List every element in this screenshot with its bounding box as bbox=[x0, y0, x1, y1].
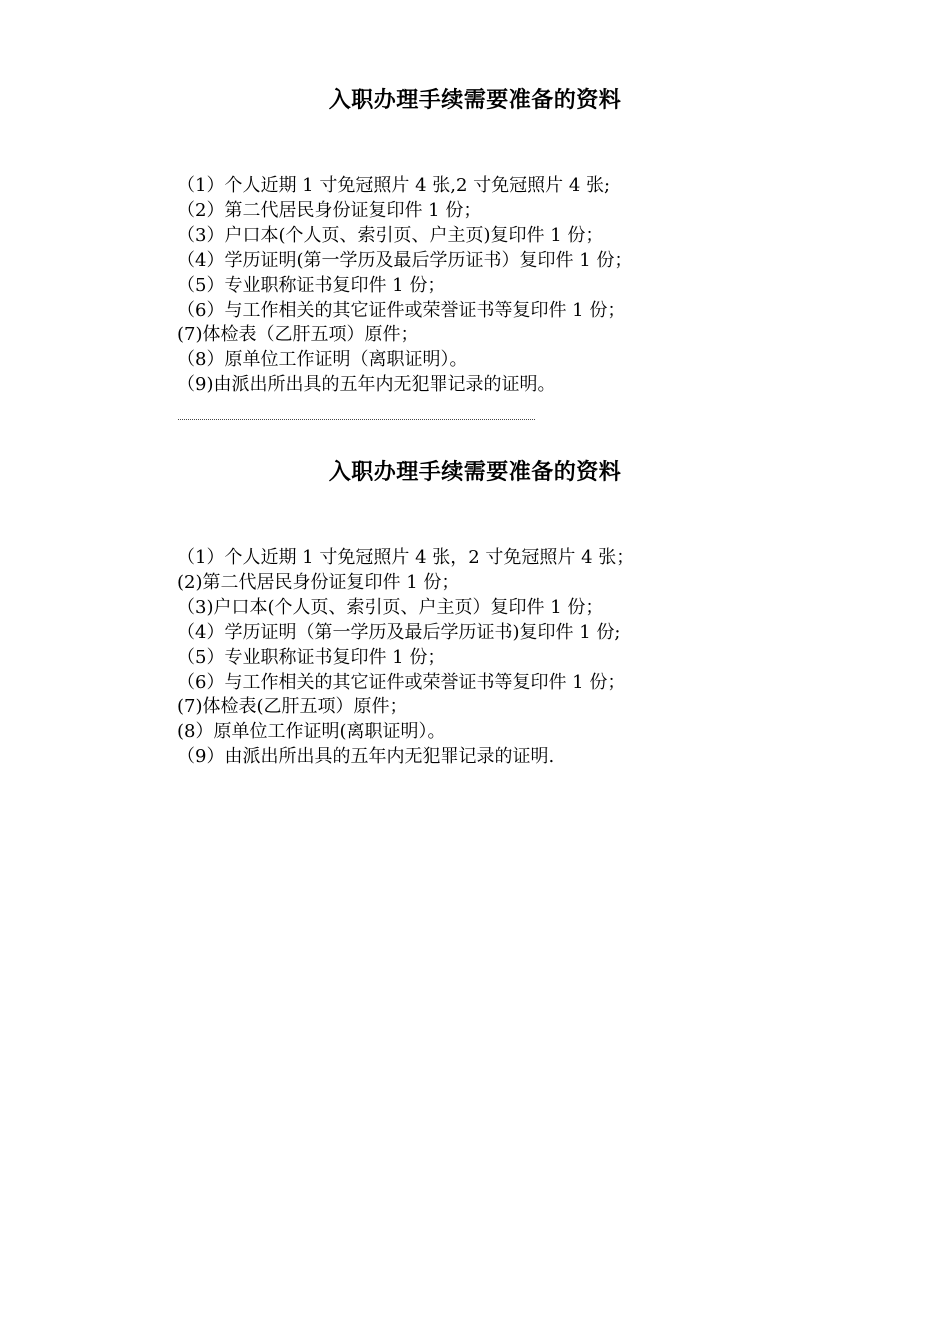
requirements-list bbox=[177, 174, 797, 398]
requirements-section-2 bbox=[0, 458, 950, 768]
requirement-item: （3）户口本(个人页、索引页、户主页)复印件 1 份； bbox=[177, 224, 604, 246]
requirement-item: （4）学历证明(第一学历及最后学历证书）复印件 1 份； bbox=[177, 249, 633, 271]
requirement-item: （6）与工作相关的其它证件或荣誉证书等复印件 1 份； bbox=[177, 671, 626, 693]
requirement-item: （9）由派出所出具的五年内无犯罪记录的证明. bbox=[177, 746, 555, 768]
requirement-item: （6）与工作相关的其它证件或荣誉证书等复印件 1 份； bbox=[177, 299, 626, 321]
requirement-item: （9)由派出所出具的五年内无犯罪记录的证明。 bbox=[177, 374, 556, 396]
requirement-item: （4）学历证明（第一学历及最后学历证书)复印件 1 份; bbox=[177, 621, 621, 643]
requirement-item: （8）原单位工作证明（离职证明）。 bbox=[177, 349, 468, 371]
section-divider bbox=[178, 419, 535, 420]
requirement-item: （5）专业职称证书复印件 1 份； bbox=[177, 274, 446, 296]
requirement-item: (8）原单位工作证明(离职证明）。 bbox=[177, 721, 446, 743]
requirement-item: （3)户口本(个人页、索引页、户主页）复印件 1 份； bbox=[177, 596, 604, 618]
requirement-item: (7)体检表（乙肝五项）原件； bbox=[177, 324, 419, 346]
requirement-item: (2)第二代居民身份证复印件 1 份； bbox=[177, 571, 460, 593]
requirement-item: (7)体检表(乙肝五项）原件； bbox=[177, 696, 408, 718]
requirement-item: （1）个人近期 1 寸免冠照片 4 张,2 寸免冠照片 4 张; bbox=[177, 175, 611, 196]
requirement-item: （2）第二代居民身份证复印件 1 份； bbox=[177, 199, 482, 221]
section-title: 入职办理手续需要准备的资料 bbox=[328, 87, 622, 113]
requirements-list bbox=[177, 546, 797, 770]
section-title: 入职办理手续需要准备的资料 bbox=[328, 459, 622, 485]
requirement-item: （5）专业职称证书复印件 1 份； bbox=[177, 646, 446, 668]
requirement-item: （1）个人近期 1 寸免冠照片 4 张，2 寸免冠照片 4 张； bbox=[177, 547, 635, 568]
requirements-section-1 bbox=[0, 86, 950, 396]
